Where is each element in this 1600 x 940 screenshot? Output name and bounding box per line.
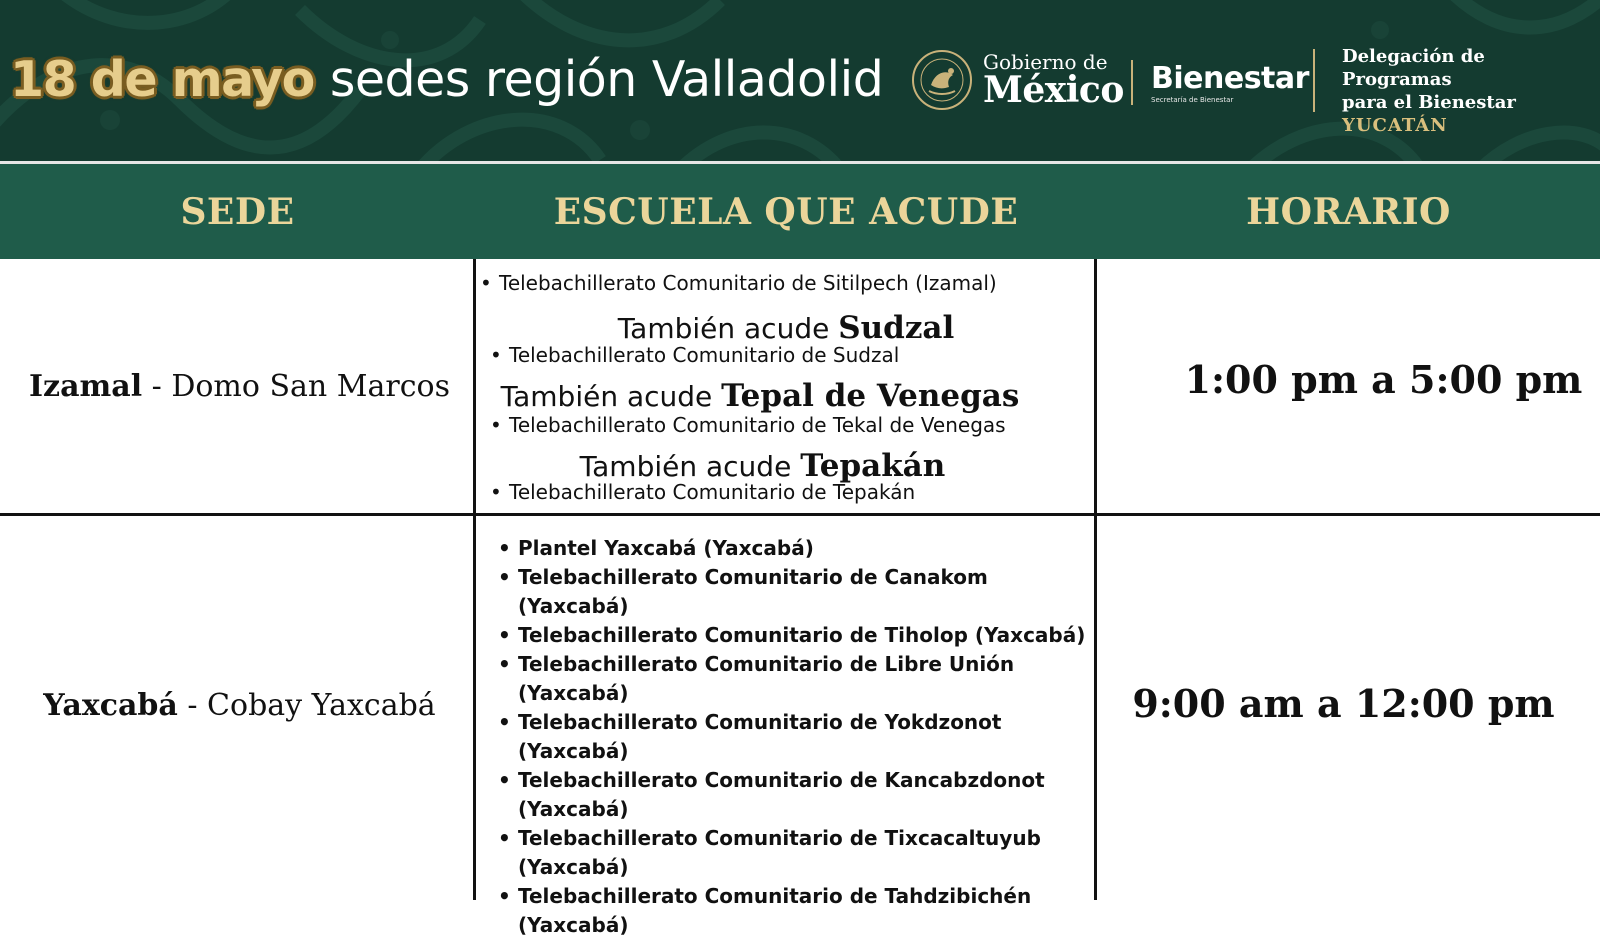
delegacion-label	[1342, 45, 1600, 137]
table-header-row	[0, 164, 1600, 259]
sede-place: Domo San Marcos	[171, 368, 450, 404]
list-item: • Telebachillerato Comunitario de Tepakán	[509, 480, 915, 504]
list-item: • Telebachillerato Comunitario de Sudzal	[509, 343, 899, 367]
school-name: Telebachillerato Comunitario de Kancabzdonot	[518, 768, 1045, 792]
logo-divider	[1131, 60, 1133, 105]
table-row-sede	[0, 259, 475, 513]
table-row-sede	[0, 516, 475, 900]
sede-town: Yaxcabá	[43, 687, 178, 723]
column-header-escuela: ESCUELA QUE ACUDE	[553, 190, 1019, 233]
tambien-acude-heading	[475, 448, 1050, 484]
school-name: Telebachillerato Comunitario de Libre Unión	[518, 652, 1015, 676]
mexico-seal-icon	[911, 49, 973, 111]
delegacion-state: YUCATÁN	[1342, 115, 1448, 136]
delegacion-line2: para el Bienestar	[1342, 92, 1516, 113]
school-municipality: (Yaxcabá)	[518, 681, 629, 705]
gobierno-line1: Gobierno de	[983, 50, 1108, 74]
tambien-acude-heading	[475, 378, 1045, 414]
school-name: Plantel Yaxcabá (Yaxcabá)	[518, 536, 814, 560]
list-item	[518, 766, 1093, 824]
bienestar-logo	[1151, 61, 1309, 104]
list-item: • Telebachillerato Comunitario de Tekal de Venegas	[509, 413, 1006, 437]
list-item	[518, 708, 1093, 766]
horario-value: 9:00 am a 12:00 pm	[1132, 680, 1555, 726]
list-item	[518, 621, 1093, 650]
tambien-prefix: También acude	[617, 312, 839, 345]
school-name: Telebachillerato Comunitario de Tahdzibichén	[518, 884, 1032, 908]
school-municipality: (Yaxcabá)	[518, 913, 629, 937]
tambien-town: Sudzal	[838, 310, 955, 346]
gobierno-de-mexico-logo	[983, 50, 1124, 111]
school-list	[518, 534, 1093, 940]
list-item	[518, 650, 1093, 708]
school-name: Telebachillerato Comunitario de Yokdzonot (Yaxcabá)	[518, 710, 1002, 763]
sede-place: Cobay Yaxcabá	[207, 687, 436, 723]
school-name: Telebachillerato Comunitario de Tixcacaltuyub	[518, 826, 1041, 850]
bienestar-title: Bienestar	[1151, 61, 1309, 96]
list-item	[518, 563, 1093, 621]
sede-separator: -	[177, 687, 208, 723]
school-name: Telebachillerato Comunitario de Tiholop (Yaxcabá)	[518, 623, 1086, 647]
sede-town: Izamal	[29, 368, 143, 404]
school-municipality: (Yaxcabá)	[518, 855, 629, 879]
column-header-sede: SEDE	[180, 190, 295, 233]
column-header-horario: HORARIO	[1246, 190, 1451, 233]
tambien-prefix: También acude	[579, 450, 801, 483]
title-region: sedes región Valladolid	[329, 50, 884, 108]
school-municipality: (Yaxcabá)	[518, 797, 629, 821]
gobierno-line2: México	[983, 69, 1124, 111]
school-name: Telebachillerato Comunitario de Canakom (Yaxcabá)	[518, 565, 988, 618]
bienestar-subtitle: Secretaría de Bienestar	[1151, 96, 1234, 104]
logo-divider	[1313, 49, 1315, 112]
list-item	[518, 882, 1093, 940]
list-item	[518, 534, 1093, 563]
tambien-acude-heading	[475, 310, 1097, 346]
tambien-prefix: También acude	[500, 380, 722, 413]
horario-value: 1:00 pm a 5:00 pm	[1184, 356, 1583, 402]
delegacion-line1: Delegación de Programas	[1342, 46, 1485, 90]
tambien-town: Tepal de Venegas	[721, 378, 1020, 414]
list-item	[518, 824, 1093, 882]
header-banner	[0, 0, 1600, 161]
sede-separator: -	[142, 368, 172, 404]
title-date: 18 de mayo	[10, 50, 314, 108]
list-item: • Telebachillerato Comunitario de Sitilpech (Izamal)	[499, 271, 997, 295]
tambien-town: Tepakán	[800, 448, 946, 484]
page-title	[10, 44, 883, 114]
